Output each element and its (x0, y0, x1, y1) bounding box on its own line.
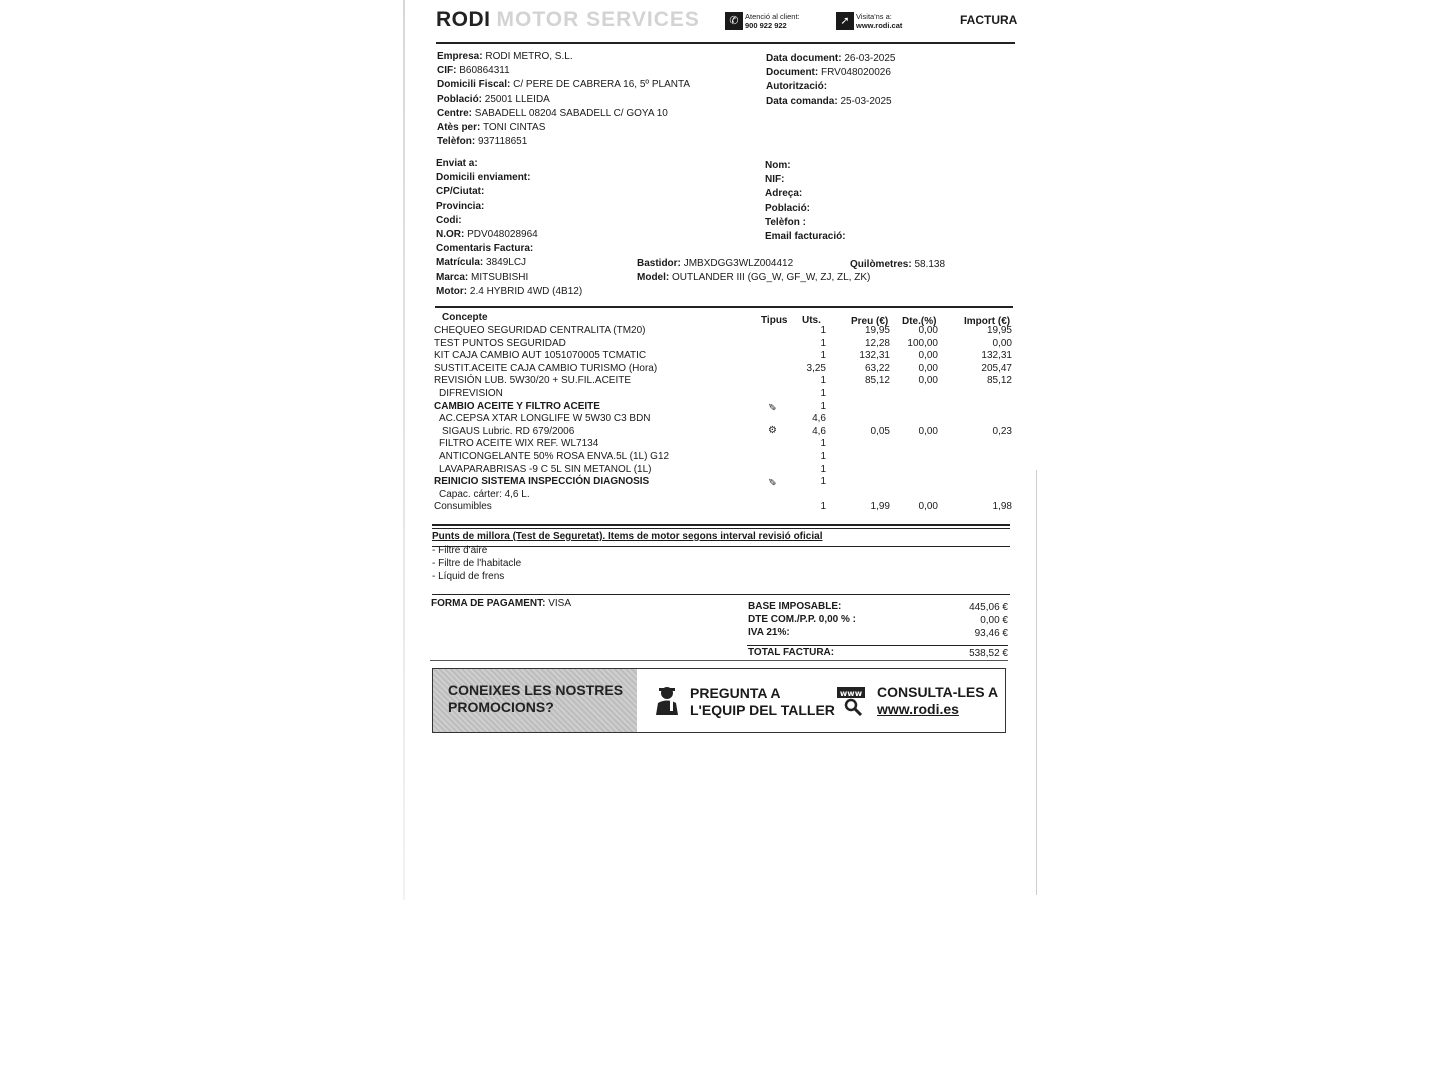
item-concept: CAMBIO ACEITE Y FILTRO ACEITE (434, 400, 600, 412)
total-label: TOTAL FACTURA: (748, 647, 835, 658)
item-units: 1 (820, 451, 826, 462)
brand-logo (436, 8, 700, 32)
item-discount: 0,00 (918, 425, 938, 437)
shipping-info (436, 157, 582, 299)
shipping-label: Matrícula: (436, 257, 484, 269)
company-value: TONI CINTAS (482, 122, 546, 134)
customer-label: NIF: (765, 174, 785, 186)
cursor-icon: ➚ (836, 12, 854, 30)
company-row (437, 121, 690, 135)
web-label: Visita'ns a: (856, 12, 892, 21)
ask-workshop-text: PREGUNTA A L'EQUIP DEL TALLER (690, 685, 835, 718)
item-concept: LAVAPARABRISAS -9 C 5L SIN METANOL (1L) (439, 463, 652, 475)
item-amount: 85,12 (986, 375, 1012, 387)
customer-label: Adreça: (765, 188, 803, 200)
improvement-item: - Líquid de frens (432, 571, 505, 582)
shipping-row (436, 271, 582, 285)
payment-method: FORMA DE PAGAMENT: VISA (431, 598, 572, 609)
item-price: 85,12 (864, 375, 890, 387)
website-link: www.rodi.cat (856, 21, 903, 30)
wrench-icon: ✎ (768, 399, 777, 411)
item-amount: 205,47 (981, 362, 1012, 374)
shipping-label: Enviat a: (436, 158, 478, 169)
wrench-icon: ✎ (768, 475, 777, 487)
item-units: 1 (820, 400, 826, 412)
company-row (437, 135, 690, 149)
shipping-row (436, 285, 582, 299)
item-discount: 0,00 (918, 350, 938, 362)
col-header-preu: Preu (€) (851, 316, 889, 327)
item-units: 1 (820, 463, 826, 475)
item-units: 4,6 (812, 413, 826, 425)
shipping-label: Marca: (436, 271, 469, 283)
item-discount: 0,00 (918, 362, 938, 374)
shipping-label: Comentaris Factura: (436, 243, 534, 255)
item-units: 1 (820, 350, 826, 362)
item-price: 0,05 (870, 425, 890, 437)
item-units: 1 (820, 476, 826, 488)
item-units: 1 (820, 337, 826, 349)
company-row (437, 50, 690, 64)
shipping-value: 3849LCJ (486, 257, 527, 269)
col-header-tipus: Tipus (761, 315, 788, 326)
company-row (437, 107, 690, 121)
item-concept: CHEQUEO SEGURIDAD CENTRALITA (TM20) (434, 325, 646, 336)
total-value: 445,06 € (969, 602, 1008, 613)
company-label: Domicili Fiscal: (437, 79, 511, 91)
customer-row (765, 173, 846, 187)
item-units: 1 (820, 388, 826, 399)
improvements-list (432, 544, 521, 583)
company-value: B60864311 (459, 65, 510, 77)
company-value: RODI METRO, S.L. (485, 51, 573, 62)
company-label: Població: (437, 93, 483, 105)
item-units: 1 (820, 325, 826, 336)
chassis-number: Bastidor: JMBXDGG3WLZ004412 (637, 258, 794, 269)
promotions-banner (432, 668, 1006, 733)
item-units: 1 (820, 375, 826, 387)
customer-service (745, 12, 800, 30)
mileage: Quilòmetres: 58.138 (850, 259, 946, 270)
customer-row (765, 187, 846, 201)
consult-text: CONSULTA-LES A www.rodi.es (877, 684, 999, 717)
item-units: 1 (820, 438, 826, 450)
total-value: 538,52 € (969, 648, 1008, 659)
col-header-import: Import (€) (964, 316, 1011, 327)
www-badge: www (839, 689, 863, 698)
document-type: FACTURA (960, 13, 1018, 27)
phone-number: 900 922 922 (745, 21, 787, 30)
shipping-label: Motor: (436, 285, 468, 297)
total-rule (747, 645, 1008, 646)
magnifier-icon (836, 686, 868, 716)
shipping-row (436, 200, 582, 214)
scan-edge (1036, 470, 1037, 895)
document-row (766, 80, 896, 94)
item-discount: 0,00 (918, 501, 938, 513)
document-row (766, 66, 896, 80)
shipping-value: 2.4 HYBRID 4WD (4B12) (469, 285, 583, 297)
item-concept: SUSTIT.ACEITE CAJA CAMBIO TURISMO (Hora) (434, 362, 658, 374)
improvements-title: Punts de millora (Test de Seguretat). Items de motor segons interval revisió oficial (432, 531, 823, 542)
item-concept: ANTICONGELANTE 50% ROSA ENVA.5L (1L) G12 (439, 451, 670, 462)
vehicle-model: Model: OUTLANDER III (GG_W, GF_W, ZJ, ZL, ZK) (637, 272, 871, 283)
shipping-row (436, 228, 582, 242)
col-header-dte: Dte.(%) (902, 316, 937, 327)
customer-label: Població: (765, 202, 811, 214)
company-value: 25001 LLEIDA (484, 93, 550, 105)
brand-subtitle: MOTOR SERVICES (496, 8, 700, 31)
item-price: 19,95 (864, 325, 890, 336)
shipping-row (436, 256, 582, 270)
total-value: 0,00 € (980, 615, 1008, 626)
shipping-label: N.OR: (436, 229, 465, 241)
item-discount: 100,00 (907, 337, 938, 349)
shipping-row (436, 185, 582, 199)
item-concept: AC.CEPSA XTAR LONGLIFE W 5W30 C3 BDN (439, 413, 651, 425)
item-concept: REINICIO SISTEMA INSPECCIÓN DIAGNOSIS (434, 476, 650, 488)
customer-row (765, 159, 846, 173)
document-label: Data document: (766, 53, 842, 64)
table-bottom-rule (432, 524, 1010, 526)
customer-label: Nom: (765, 160, 791, 171)
footer-rule (430, 660, 1008, 661)
phone-label: Atenció al client: (745, 12, 800, 21)
shipping-label: Codi: (436, 214, 462, 226)
company-value: C/ PERE DE CABRERA 16, 5º PLANTA (513, 79, 691, 91)
improvement-item: - Filtre d'aire (432, 545, 488, 556)
total-label: DTE COM./P.P. 0,00 % : (748, 614, 857, 625)
brand-name: RODI (436, 8, 491, 31)
phone-icon: ✆ (725, 12, 743, 30)
table-bottom-rule-2 (432, 528, 1010, 529)
document-row (766, 52, 896, 66)
shipping-row (436, 171, 582, 185)
shipping-row (436, 214, 582, 228)
company-row (437, 64, 690, 78)
company-row (437, 93, 690, 107)
document-value: FRV048020026 (821, 67, 891, 79)
document-label: Document: (766, 67, 819, 79)
company-label: Telèfon: (437, 136, 476, 148)
customer-label: Telèfon : (765, 216, 806, 228)
shipping-label: Domicili enviament: (436, 172, 531, 184)
document-info (766, 52, 896, 109)
customer-row (765, 216, 846, 230)
item-concept: Capac. cárter: 4,6 L. (439, 488, 530, 500)
customer-row (765, 230, 846, 244)
shipping-row (436, 157, 582, 171)
item-concept: KIT CAJA CAMBIO AUT 1051070005 TCMATIC (434, 350, 647, 362)
total-label: IVA 21%: (748, 627, 790, 638)
document-value: 26-03-2025 (844, 53, 896, 64)
item-amount: 0,00 (992, 337, 1012, 349)
gear-icon: ⚙ (768, 424, 777, 436)
item-units: 4,6 (812, 425, 826, 437)
document-value: 25-03-2025 (840, 95, 892, 107)
item-price: 132,31 (859, 350, 890, 362)
customer-row (765, 202, 846, 216)
item-concept: DIFREVISION (439, 388, 503, 399)
company-info (437, 50, 690, 149)
total-value: 93,46 € (974, 628, 1008, 639)
shipping-row (436, 242, 582, 256)
promo-box (433, 669, 637, 732)
improvement-item: - Filtre de l'habitacle (432, 558, 522, 569)
company-label: Empresa: (437, 51, 483, 62)
mechanic-icon (653, 685, 681, 715)
website-block (856, 12, 902, 30)
rodi-website-link[interactable]: www.rodi.es (877, 701, 959, 717)
company-label: Centre: (437, 107, 473, 119)
item-amount: 1,98 (992, 501, 1012, 513)
item-price: 63,22 (864, 362, 890, 374)
header-rule (436, 42, 1015, 44)
totals-top-rule (432, 594, 1010, 595)
shipping-label: Provincia: (436, 200, 485, 212)
document-label: Data comanda: (766, 95, 838, 107)
shipping-label: CP/Ciutat: (436, 186, 485, 198)
company-value: SABADELL 08204 SABADELL C/ GOYA 10 (474, 107, 668, 119)
item-concept: Consumibles (434, 501, 492, 513)
item-concept: SIGAUS Lubric. RD 679/2006 (442, 425, 575, 437)
customer-info (765, 159, 846, 244)
document-label: Autorització: (766, 81, 828, 93)
total-label: BASE IMPOSABLE: (748, 601, 842, 612)
item-concept: REVISIÓN LUB. 5W30/20 + SU.FIL.ACEITE (434, 375, 632, 387)
item-amount: 0,23 (992, 425, 1012, 437)
item-price: 1,99 (870, 501, 890, 513)
promo-text: CONEIXES LES NOSTRES PROMOCIONS? (448, 682, 624, 715)
shipping-value: MITSUBISHI (471, 271, 529, 283)
item-discount: 0,00 (918, 325, 938, 336)
item-units: 3,25 (806, 362, 826, 374)
company-value: 937118651 (477, 136, 528, 148)
document-row (766, 95, 896, 109)
shipping-value: PDV048028964 (467, 229, 538, 241)
scan-edge (403, 0, 405, 900)
company-label: CIF: (437, 65, 457, 77)
item-discount: 0,00 (918, 375, 938, 387)
col-header-uts: Uts. (802, 315, 821, 326)
item-concept: TEST PUNTOS SEGURIDAD (434, 337, 566, 349)
company-label: Atès per: (437, 122, 481, 134)
item-amount: 19,95 (986, 325, 1012, 336)
customer-label: Email facturació: (765, 231, 846, 243)
item-price: 12,28 (864, 337, 890, 349)
item-amount: 132,31 (981, 350, 1012, 362)
company-row (437, 78, 690, 92)
item-units: 1 (820, 501, 826, 513)
table-top-rule (435, 306, 1013, 308)
col-header-concept: Concepte (442, 312, 488, 323)
item-concept: FILTRO ACEITE WIX REF. WL7134 (439, 438, 599, 450)
